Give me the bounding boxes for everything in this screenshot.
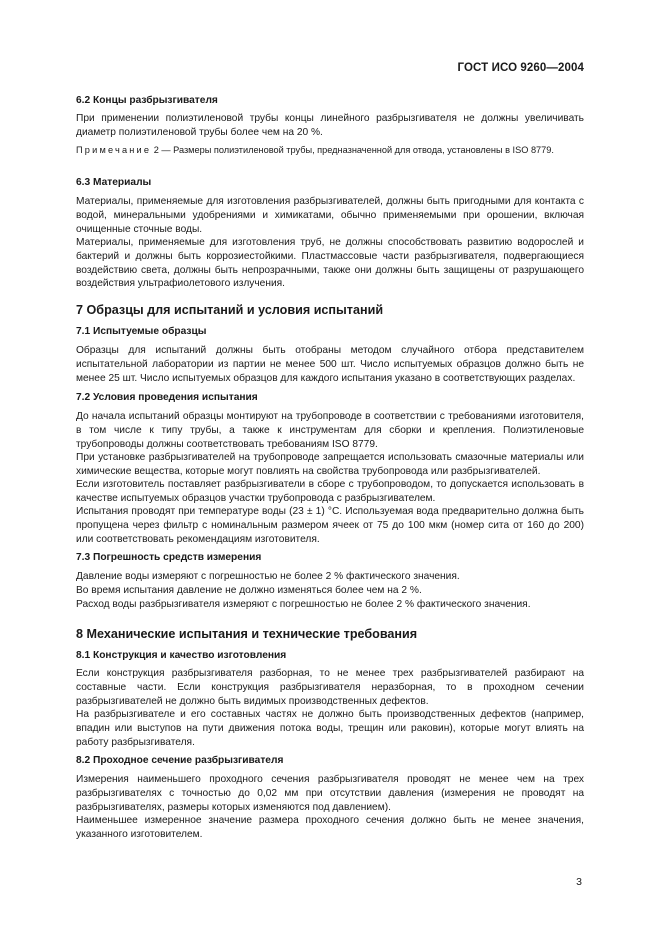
section-7-1-title: 7.1 Испытуемые образцы (76, 326, 207, 337)
section-6-3-title: 6.3 Материалы (76, 177, 152, 188)
section-6-2-note (76, 144, 584, 157)
section-7-1-para-1: Образцы для испытаний должны быть отобраны методом случайного отбора представителем испытательной лаборатории из партии не менее 500 шт. Число испытуемых образцов должно быть не менее 25 шт. Число испытуемых образцов для каждого испытания указано в соответствующих разделах. (76, 345, 584, 384)
section-8-1-para-1: Если конструкция разбрызгивателя разборная, то не менее трех разбрызгивателей разбирают на составные части. Если конструкция разбрызгивателя неразборная, то в проходном сечении разбрызгивателей не должно быть видимых производственных дефектов. (76, 668, 584, 707)
section-6-2-para-1: При применении полиэтиленовой трубы концы линейного разбрызгивателя не должны увеличивать диаметр полиэтиленовой трубы более чем на 20 %. (76, 113, 584, 138)
section-7-3-para-2: Во время испытания давление не должно изменяться более чем на 2 %. (76, 585, 422, 596)
document-header: ГОСТ ИСО 9260—2004 (457, 62, 584, 74)
section-8-title: 8 Механические испытания и технические требования (76, 627, 418, 641)
page-number: 3 (576, 876, 582, 888)
note-label: Примечание (76, 145, 152, 155)
section-8-1-para-2: На разбрызгивателе и его составных частях не должно быть производственных дефектов (например, впадин или выступов на пути движения потока воды, трещин или раковин), которые могут влиять на работу разбрызгивателя. (76, 709, 584, 748)
section-7-3-para-3: Расход воды разбрызгивателя измеряют с погрешностью не более 2 % фактического значения. (76, 599, 531, 610)
section-7-2-para-2: При установке разбрызгивателей на трубопроводе запрещается использовать смазочные материалы или химические вещества, которые могут повлиять на свойства трубопровода или разбрызгивателей. (76, 452, 584, 477)
section-7-title: 7 Образцы для испытаний и условия испытаний (76, 303, 384, 317)
section-6-3-para-1: Материалы, применяемые для изготовления разбрызгивателей, должны быть пригодными для контакта с водой, минеральными удобрениями и химикатами, обычно применяемыми при орошении, включая очищенные сточные воды. (76, 196, 584, 235)
note-text: 2 — Размеры полиэтиленовой трубы, предназначенной для отвода, установлены в ISO 8779. (151, 145, 554, 155)
section-7-2-para-3: Если изготовитель поставляет разбрызгиватели в сборе с трубопроводом, то допускается использовать в качестве испытуемых образцов участки трубопровода с разбрызгивателем. (76, 479, 584, 504)
section-7-3-title: 7.3 Погрешность средств измерения (76, 552, 262, 563)
section-8-2-para-1: Измерения наименьшего проходного сечения разбрызгивателя проводят не менее чем на трех разбрызгивателях с точностью до 0,02 мм при отсутствии давления (измерения не проводят на разбрызгивателях, размеры которых изменяются под давлением). (76, 774, 584, 813)
section-6-2-title: 6.2 Концы разбрызгивателя (76, 95, 218, 106)
section-8-2-title: 8.2 Проходное сечение разбрызгивателя (76, 755, 284, 766)
section-8-1-title: 8.1 Конструкция и качество изготовления (76, 650, 287, 661)
section-6-3-para-2: Материалы, применяемые для изготовления труб, не должны способствовать развитию водорослей и бактерий и должны быть коррозиестойкими. Пластмассовые части разбрызгивателя, подвергающиеся воздействию света, должны быть непрозрачными, также они должны быть защищены от разрушающего воздействия ультрафиолетового излучения. (76, 237, 584, 290)
section-7-2-para-4: Испытания проводят при температуре воды (23 ± 1) °С. Используемая вода предварительно должна быть пропущена через фильтр с номинальным размером ячеек от 75 до 100 мкм (номер сита от 160 до 200) или соответствовать рекомендациям изготовителя. (76, 506, 584, 545)
section-7-3-para-1: Давление воды измеряют с погрешностью не более 2 % фактического значения. (76, 571, 460, 582)
section-7-2-title: 7.2 Условия проведения испытания (76, 392, 258, 403)
section-8-2-para-2: Наименьшее измеренное значение размера проходного сечения должно быть не менее значения, указанного изготовителем. (76, 815, 584, 840)
section-7-2-para-1: До начала испытаний образцы монтируют на трубопроводе в соответствии с требованиями изготовителя, в том числе к типу трубы, а также к инструментам для сборки и крепления. Полиэтиленовые трубопроводы должны соответствовать требованиям ISO 8779. (76, 411, 584, 450)
